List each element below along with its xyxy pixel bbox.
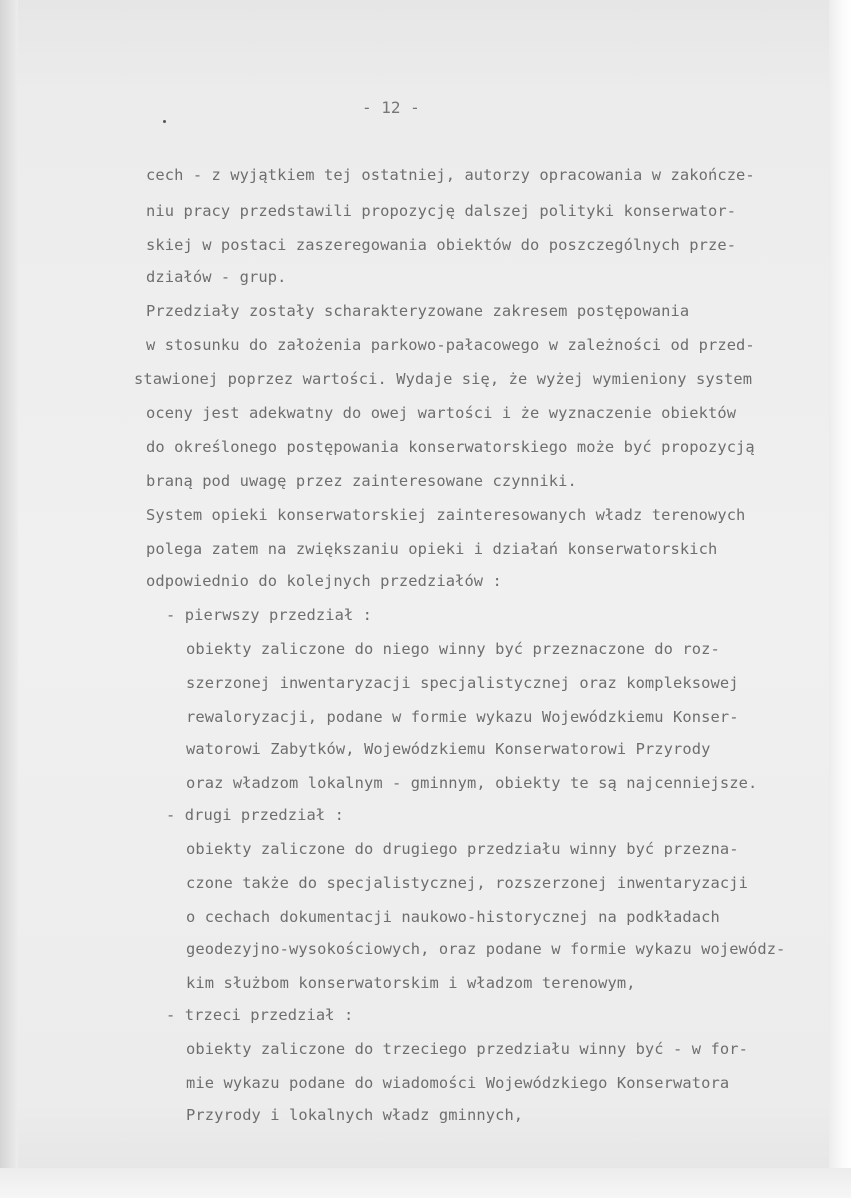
text-line: watorowi Zabytków, Wojewódzkiemu Konserwatorowi Przyrody [186, 740, 711, 758]
scan-edge-bottom [0, 1168, 851, 1198]
text-line: Przedziały zostały scharakteryzowane zakresem postępowania [146, 302, 690, 320]
text-line: braną pod uwagę przez zainteresowane czynniki. [146, 472, 577, 490]
text-line: oraz władzom lokalnym - gminnym, obiekty te są najcenniejsze. [186, 774, 758, 792]
page-number: - 12 - [362, 98, 420, 117]
text-line: obiekty zaliczone do trzeciego przedziału winny być - w for- [186, 1040, 748, 1058]
text-line: w stosunku do założenia parkowo-pałacowego w zależności od przed- [146, 336, 755, 354]
text-line: polega zatem na zwiększaniu opieki i działań konserwatorskich [146, 540, 718, 558]
list-item-heading: - drugi przedział : [166, 806, 344, 824]
ink-dot [163, 120, 166, 123]
list-item-heading: - trzeci przedział : [166, 1006, 354, 1024]
text-line: Przyrody i lokalnych władz gminnych, [186, 1106, 524, 1124]
text-line: do określonego postępowania konserwatorskiego może być propozycją [146, 438, 755, 456]
text-line: System opieki konserwatorskiej zainteresowanych władz terenowych [146, 506, 746, 524]
text-line: niu pracy przedstawili propozycję dalszej polityki konserwator- [146, 202, 737, 220]
text-line: odpowiednio do kolejnych przedziałów : [146, 572, 502, 590]
text-line: o cechach dokumentacji naukowo-historycznej na podkładach [186, 908, 720, 926]
text-line: szerzonej inwentaryzacji specjalistycznej oraz kompleksowej [186, 674, 739, 692]
text-line: stawionej poprzez wartości. Wydaje się, że wyżej wymieniony system [134, 370, 753, 388]
text-line: mie wykazu podane do wiadomości Wojewódzkiego Konserwatora [186, 1074, 730, 1092]
scan-edge-left [0, 0, 18, 1198]
text-line: czone także do specjalistycznej, rozszerzonej inwentaryzacji [186, 874, 748, 892]
text-line: geodezyjno-wysokościowych, oraz podane w formie wykazu wojewódz- [186, 940, 786, 958]
text-line: rewaloryzacji, podane w formie wykazu Wojewódzkiemu Konser- [186, 708, 739, 726]
text-line: obiekty zaliczone do niego winny być przeznaczone do roz- [186, 640, 720, 658]
text-line: działów - grup. [146, 268, 287, 286]
text-line: kim służbom konserwatorskim i władzom terenowym, [186, 974, 636, 992]
text-line: cech - z wyjątkiem tej ostatniej, autorzy opracowania w zakończe- [146, 166, 755, 184]
scan-edge-right [829, 0, 851, 1198]
list-item-heading: - pierwszy przedział : [166, 606, 373, 624]
text-line: obiekty zaliczone do drugiego przedziału winny być przezna- [186, 840, 739, 858]
text-line: oceny jest adekwatny do owej wartości i że wyznaczenie obiektów [146, 404, 737, 422]
text-line: skiej w postaci zaszeregowania obiektów do poszczególnych prze- [146, 236, 737, 254]
